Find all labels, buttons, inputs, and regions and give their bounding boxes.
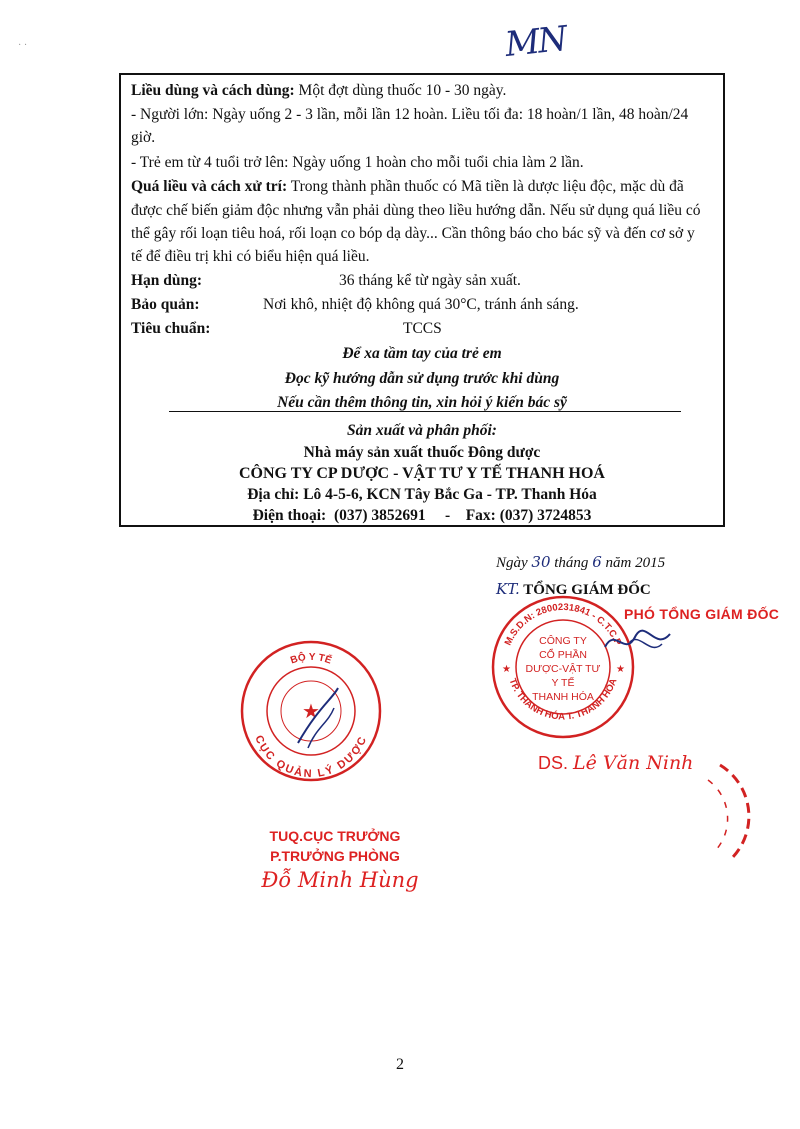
signer-prefix: DS.	[538, 753, 574, 773]
overdose-label: Quá liều và cách xử trí:	[131, 178, 288, 195]
overdose-line-3: thể gây rối loạn tiêu hoá, rối loạn co bóp dạ dày... Cần thông báo cho bác sỹ và đến cơ sở y	[131, 225, 695, 242]
ministry-top-text: BỘ Y TẾ	[289, 651, 333, 667]
separator-rule	[169, 411, 681, 412]
adult-line-2: giờ.	[131, 129, 156, 146]
partial-stamp	[690, 760, 770, 870]
ministry-bottom-text: CỤC QUẢN LÝ DƯỢC	[252, 733, 370, 781]
left-sign-line-2: P.TRƯỞNG PHÒNG	[270, 848, 400, 864]
company-stamp	[488, 592, 638, 742]
svg-text:BỘ Y TẾ	[289, 650, 334, 666]
date-month: 6	[592, 553, 602, 571]
overdose-line-1	[131, 177, 684, 197]
storage-text: Nơi khô, nhiệt độ không quá 30°C, tránh ánh sáng.	[263, 296, 579, 313]
stamp-star-left: ★	[502, 664, 511, 675]
sign-date	[496, 553, 665, 572]
director-signature	[600, 622, 680, 662]
maker-label: Sản xuất và phân phối:	[347, 422, 497, 439]
stamp-line-2: CỔ PHẦN	[539, 649, 587, 661]
stamp-outer-text: M.S.D.N: 2800231841 - C.T.C.P	[502, 601, 624, 648]
expiry-text: 36 tháng kể từ ngày sản xuất.	[339, 272, 521, 289]
warning-ask-doctor: Nếu cần thêm thông tin, xin hỏi ý kiến bác sỹ	[277, 394, 567, 411]
child-line: - Trẻ em từ 4 tuổi trở lên: Ngày uống 1 hoàn cho mỗi tuổi chia làm 2 lần.	[131, 154, 584, 171]
overdose-text-1: Trong thành phần thuốc có Mã tiền là dược liệu độc, mặc dù đã	[287, 178, 684, 195]
company-name: CÔNG TY CP DƯỢC - VẬT TƯ Y TẾ THANH HOÁ	[239, 465, 605, 482]
director-text: TỔNG GIÁM ĐỐC	[523, 582, 651, 598]
page-number: 2	[396, 1056, 404, 1073]
scan-smudge: · ·	[18, 40, 28, 51]
dose-line	[131, 81, 506, 101]
date-day: 30	[531, 553, 551, 571]
expiry-label: Hạn dùng:	[131, 272, 203, 289]
deputy-director-title: PHÓ TỔNG GIÁM ĐỐC	[624, 606, 780, 622]
overdose-line-4: tế để điều trị khi có biểu hiện quá liều.	[131, 248, 370, 265]
signer-name: Lê Văn Ninh	[573, 752, 694, 774]
stamp-line-4: Y TẾ	[551, 677, 575, 689]
warning-children: Để xa tầm tay của trẻ em	[342, 345, 502, 362]
date-year: năm 2015	[601, 555, 666, 571]
warning-read-guide: Đọc kỹ hướng dẫn sử dụng trước khi dùng	[284, 370, 560, 387]
company-phone-fax: Điện thoại: (037) 3852691 - Fax: (037) 3724853	[252, 507, 592, 524]
stamp-line-5: THANH HÓA	[532, 691, 594, 703]
kt-mark: KT.	[496, 580, 520, 598]
adult-line-1: - Người lớn: Ngày uống 2 - 3 lần, mỗi lần 12 hoàn. Liều tối đa: 18 hoàn/1 lần, 48 hoàn/24	[131, 106, 689, 123]
stamp-star-right: ★	[616, 664, 625, 675]
storage-label: Bảo quản:	[131, 296, 200, 313]
left-signer-name: Đỗ Minh Hùng	[261, 868, 419, 892]
date-prefix: Ngày	[496, 555, 532, 571]
overdose-line-2: được chế biến giảm độc nhưng vẫn phải dùng theo liều hướng dẫn. Nếu sử dụng quá liều có	[131, 202, 701, 219]
company-address: Địa chỉ: Lô 4-5-6, KCN Tây Bắc Ga - TP. Thanh Hóa	[247, 486, 597, 503]
standard-label: Tiêu chuẩn:	[131, 320, 211, 337]
signer-name-line	[538, 752, 693, 774]
handwritten-initials: MN	[503, 18, 568, 66]
stamp-line-3: DƯỢC-VẬT TƯ	[525, 663, 601, 675]
date-month-word: tháng	[550, 555, 593, 571]
info-box	[119, 73, 725, 527]
dose-label: Liều dùng và cách dùng:	[131, 82, 295, 99]
left-sign-line-1: TUQ.CỤC TRƯỞNG	[269, 828, 401, 844]
stamp-bottom-text: TP. THANH HÓA T. THANH HÓA	[506, 676, 620, 723]
ministry-stamp	[238, 638, 384, 784]
dose-text: Một đợt dùng thuốc 10 - 30 ngày.	[294, 82, 507, 99]
standard-text: TCCS	[403, 320, 442, 337]
factory-name: Nhà máy sản xuất thuốc Đông dược	[303, 444, 541, 461]
emblem-star-icon: ★	[302, 701, 320, 723]
stamp-line-1: CÔNG TY	[539, 635, 587, 647]
